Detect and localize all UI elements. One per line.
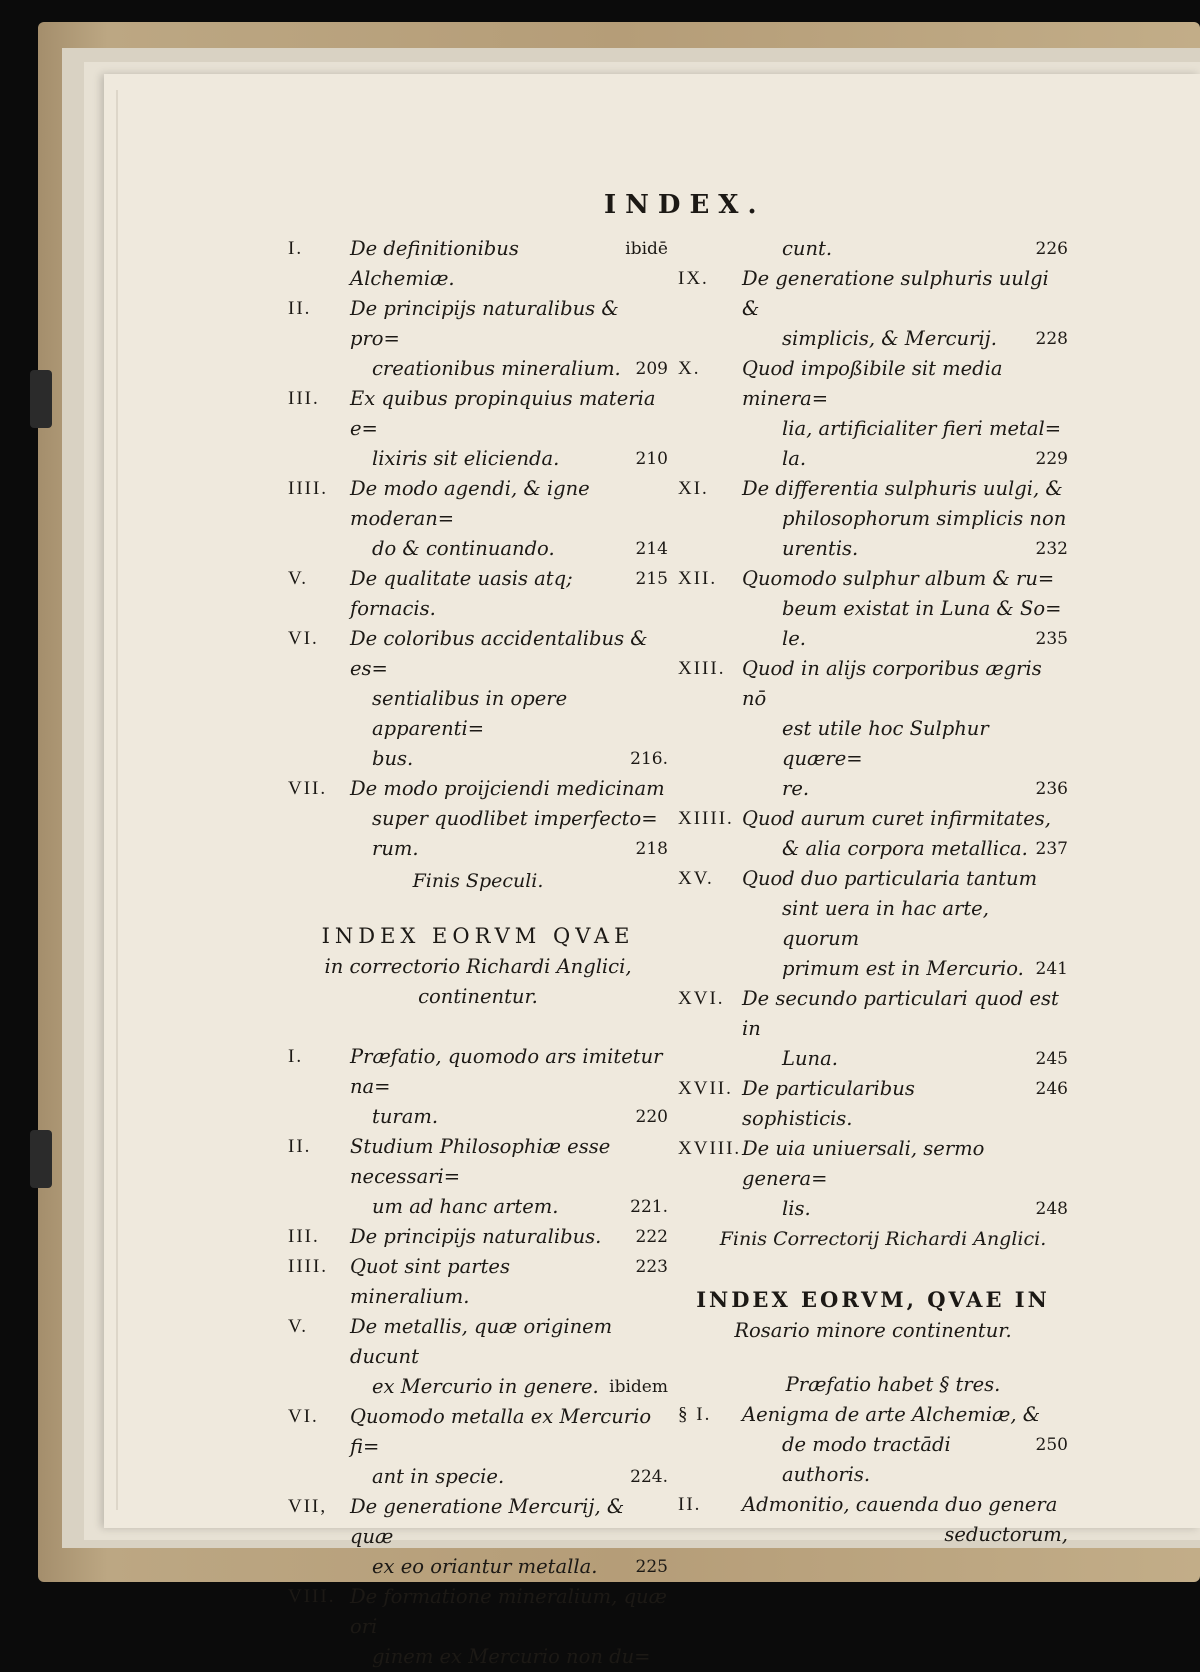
entry-title: Quomodo sulphur album & ru= xyxy=(742,567,1055,590)
entry-title: De secundo particulari quod est in xyxy=(742,987,1059,1040)
page-number: 236 xyxy=(1035,779,1068,799)
page-number: 216. xyxy=(630,749,668,769)
page-number: 209 xyxy=(635,359,668,379)
entry-title: Quod impoßibile sit media minera= xyxy=(742,357,1003,410)
left-entries-correctorium xyxy=(288,1042,668,1672)
entry-title: ibidē De definitionibus Alchemiæ. xyxy=(288,234,668,294)
entry-title: Ex quibus propinquius materia e= xyxy=(350,387,656,440)
entry-title-continued: 250 de modo tractādi authoris. xyxy=(678,1430,1068,1490)
entry-number: IX. xyxy=(678,268,709,289)
entry-title: De principijs naturalibus & pro= xyxy=(350,297,619,350)
entry-number: II. xyxy=(288,1136,312,1157)
page-number: 248 xyxy=(1035,1199,1068,1219)
finis-correctorij: Finis Correctorij Richardi Anglici. xyxy=(719,1228,1047,1250)
index-entry xyxy=(678,654,1068,804)
running-head: INDEX. xyxy=(604,190,766,220)
entry-title: Præfatio, quomodo ars imitetur na= xyxy=(350,1045,663,1098)
page-number: 225 xyxy=(635,1557,668,1577)
continuation-line: cunt. 226 xyxy=(678,234,1068,264)
entry-number: VI. xyxy=(288,628,319,649)
page-number: 210 xyxy=(635,449,668,469)
entry-number: XI. xyxy=(678,478,709,499)
page-number: 222 xyxy=(635,1227,668,1247)
entry-title-continued: 236 re. xyxy=(678,774,1068,804)
index-entry xyxy=(678,1400,1068,1490)
index-entry xyxy=(678,1074,1068,1134)
entry-title: De differentia sulphuris uulgi, & xyxy=(742,477,1063,500)
page-number: ibidem xyxy=(609,1377,668,1397)
index-entry xyxy=(288,1492,668,1582)
page-number: 241 xyxy=(1035,959,1068,979)
entry-number: XVI. xyxy=(678,988,725,1009)
entry-title-continued: 224. ant in specie. xyxy=(288,1462,668,1492)
index-entry xyxy=(678,474,1068,564)
entry-title: De coloribus accidentalibus & es= xyxy=(350,627,648,680)
entry-number: § I. xyxy=(678,1404,712,1425)
index-entry xyxy=(288,234,668,294)
entry-number: II. xyxy=(288,298,312,319)
entry-title-continued: 218 rum. xyxy=(288,834,668,864)
entry-title-continued: beum existat in Luna & So= xyxy=(782,597,1062,620)
entry-title-continued: est utile hoc Sulphur quære= xyxy=(782,717,989,770)
entry-title: 246 De particularibus sophisticis. xyxy=(678,1074,1068,1134)
index-entry xyxy=(288,564,668,624)
entry-title: 223 Quot sint partes mineralium. xyxy=(288,1252,668,1312)
entry-title-continued: sint uera in hac arte, quorum xyxy=(782,897,989,950)
entry-number: XVII. xyxy=(678,1078,733,1099)
finis-speculi: Finis Speculi. xyxy=(412,870,544,892)
index-entry xyxy=(288,1132,668,1222)
index-entry xyxy=(678,804,1068,864)
page-number: 226 xyxy=(1035,239,1068,259)
entry-title-continued: 209 creationibus mineralium. xyxy=(288,354,668,384)
entry-number: XIIII. xyxy=(678,808,734,829)
index-entry xyxy=(678,984,1068,1074)
page-number: 218 xyxy=(635,839,668,859)
entry-title-continued: 220 turam. xyxy=(288,1102,668,1132)
page-number: 232 xyxy=(1035,539,1068,559)
entry-number: VIII. xyxy=(288,1586,336,1607)
entry-title-continued: ibidem ex Mercurio in genere. xyxy=(288,1372,668,1402)
index-entry xyxy=(288,1582,668,1672)
entry-title-continued: 235 le. xyxy=(678,624,1068,654)
page-number: 215 xyxy=(635,569,668,589)
entry-title: De modo agendi, & igne moderan= xyxy=(350,477,590,530)
page-number: 224. xyxy=(630,1467,668,1487)
entry-title-continued: ginem ex Mercurio non du= xyxy=(372,1645,651,1668)
page-number: 229 xyxy=(1035,449,1068,469)
page-crease xyxy=(116,90,118,1510)
index-entry xyxy=(678,354,1068,474)
entry-number: X. xyxy=(678,358,701,379)
index-entry xyxy=(678,264,1068,354)
entry-title-continued: 237 & alia corpora metallica. xyxy=(678,834,1068,864)
index-entry xyxy=(288,1402,668,1492)
clasp-lower xyxy=(30,1130,52,1188)
page-number: 235 xyxy=(1035,629,1068,649)
entry-title-continued: 229 la. xyxy=(678,444,1068,474)
right-entries xyxy=(678,264,1068,1224)
heading-line: continentur. xyxy=(418,985,538,1008)
entry-title: Studium Philosophiæ esse necessari= xyxy=(350,1135,611,1188)
page-number: 221. xyxy=(630,1197,668,1217)
page-number: 214 xyxy=(635,539,668,559)
page-number: 237 xyxy=(1035,839,1068,859)
index-entry xyxy=(288,294,668,384)
prefatio-line: Præfatio habet § tres. xyxy=(785,1373,1001,1396)
entry-number: IIII. xyxy=(288,1256,329,1277)
entry-title: Quod aurum curet infirmitates, xyxy=(742,807,1051,830)
page-number: ibidē xyxy=(625,239,668,259)
entry-title-continued: 245 Luna. xyxy=(678,1044,1068,1074)
index-entry xyxy=(288,1222,668,1252)
entry-number: II. xyxy=(678,1494,702,1515)
left-column xyxy=(288,234,668,1672)
index-entry xyxy=(288,1252,668,1312)
entry-number: I. xyxy=(288,238,304,259)
entry-title: De metallis, quæ originem ducunt xyxy=(350,1315,613,1368)
rosario-heading-lines xyxy=(678,1316,1068,1346)
entry-number: III. xyxy=(288,1226,320,1247)
index-entry xyxy=(288,624,668,774)
entry-title: Aenigma de arte Alchemiæ, & xyxy=(742,1403,1041,1426)
entry-number: III. xyxy=(288,388,320,409)
entry-title-continued: 221. um ad hanc artem. xyxy=(288,1192,668,1222)
entry-title-continued: lia, artificialiter fieri metal= xyxy=(782,417,1062,440)
right-entries-rosario xyxy=(678,1400,1068,1520)
entry-title-continued: 225 ex eo oriantur metalla. xyxy=(288,1552,668,1582)
entry-title-continued: 248 lis. xyxy=(678,1194,1068,1224)
entry-title: De generatione Mercurij, & quæ xyxy=(350,1495,625,1548)
entry-number: V. xyxy=(288,1316,309,1337)
entry-title: 222 De principijs naturalibus. xyxy=(288,1222,668,1252)
entry-title-continued: super quodlibet imperfecto= xyxy=(372,807,658,830)
entry-title-continued: 241 primum est in Mercurio. xyxy=(678,954,1068,984)
index-entry xyxy=(288,1312,668,1402)
index-heading-lines xyxy=(288,952,668,1012)
page-number: 220 xyxy=(635,1107,668,1127)
entry-title-continued: 228 simplicis, & Mercurij. xyxy=(678,324,1068,354)
heading-line: in correctorio Richardi Anglici, xyxy=(324,955,632,978)
entry-title: Admonitio, cauenda duo genera xyxy=(742,1493,1058,1516)
index-entry xyxy=(288,474,668,564)
entry-title-continued: 210 lixiris sit elicienda. xyxy=(288,444,668,474)
page-number: 250 xyxy=(1035,1435,1068,1455)
index-entry xyxy=(678,1134,1068,1224)
page-number: 246 xyxy=(1035,1079,1068,1099)
entry-title-continued: 216. bus. xyxy=(288,744,668,774)
entry-number: XV. xyxy=(678,868,714,889)
clasp-upper xyxy=(30,370,52,428)
entry-title: De generatione sulphuris uulgi & xyxy=(742,267,1049,320)
entry-number: IIII. xyxy=(288,478,329,499)
entry-title-continued: philosophorum simplicis non xyxy=(782,507,1067,530)
entry-number: I. xyxy=(288,1046,304,1067)
index-entry xyxy=(678,564,1068,654)
page-number: 228 xyxy=(1035,329,1068,349)
index-entry xyxy=(288,1042,668,1132)
heading-line: Rosario minore continentur. xyxy=(734,1319,1012,1342)
entry-number: VII, xyxy=(288,1496,328,1517)
entry-title-continued: 232 urentis. xyxy=(678,534,1068,564)
entry-title-continued: 214 do & continuando. xyxy=(288,534,668,564)
index-entry xyxy=(288,774,668,864)
entry-number: VII. xyxy=(288,778,328,799)
entry-number: VI. xyxy=(288,1406,319,1427)
entry-title: 215 De qualitate uasis atq; fornacis. xyxy=(288,564,668,624)
entry-number: XVIII. xyxy=(678,1138,742,1159)
entry-number: XII. xyxy=(678,568,718,589)
entry-title: De modo proijciendi medicinam xyxy=(350,777,665,800)
page-number: 245 xyxy=(1035,1049,1068,1069)
rosario-heading-caps: INDEX EORVM, QVAE IN xyxy=(696,1287,1050,1312)
entry-title: De formatione mineralium, quæ ori xyxy=(350,1585,667,1638)
index-entry xyxy=(288,384,668,474)
entry-title: De uia uniuersali, sermo genera= xyxy=(742,1137,985,1190)
entry-title-continued: sentialibus in opere apparenti= xyxy=(372,687,568,740)
index-entry xyxy=(678,864,1068,984)
page-number: 223 xyxy=(635,1257,668,1277)
entry-title: Quod in alijs corporibus ægris nō xyxy=(742,657,1042,710)
index-entry xyxy=(678,1490,1068,1520)
last-line: seductorum, xyxy=(944,1523,1068,1546)
entry-title: Quod duo particularia tantum xyxy=(742,867,1038,890)
entry-title: Quomodo metalla ex Mercurio fi= xyxy=(350,1405,652,1458)
right-column xyxy=(678,234,1068,1550)
index-heading-caps: INDEX EORVM QVAE xyxy=(321,924,635,948)
entry-number: XIII. xyxy=(678,658,726,679)
entry-number: V. xyxy=(288,568,309,589)
left-entries xyxy=(288,234,668,864)
